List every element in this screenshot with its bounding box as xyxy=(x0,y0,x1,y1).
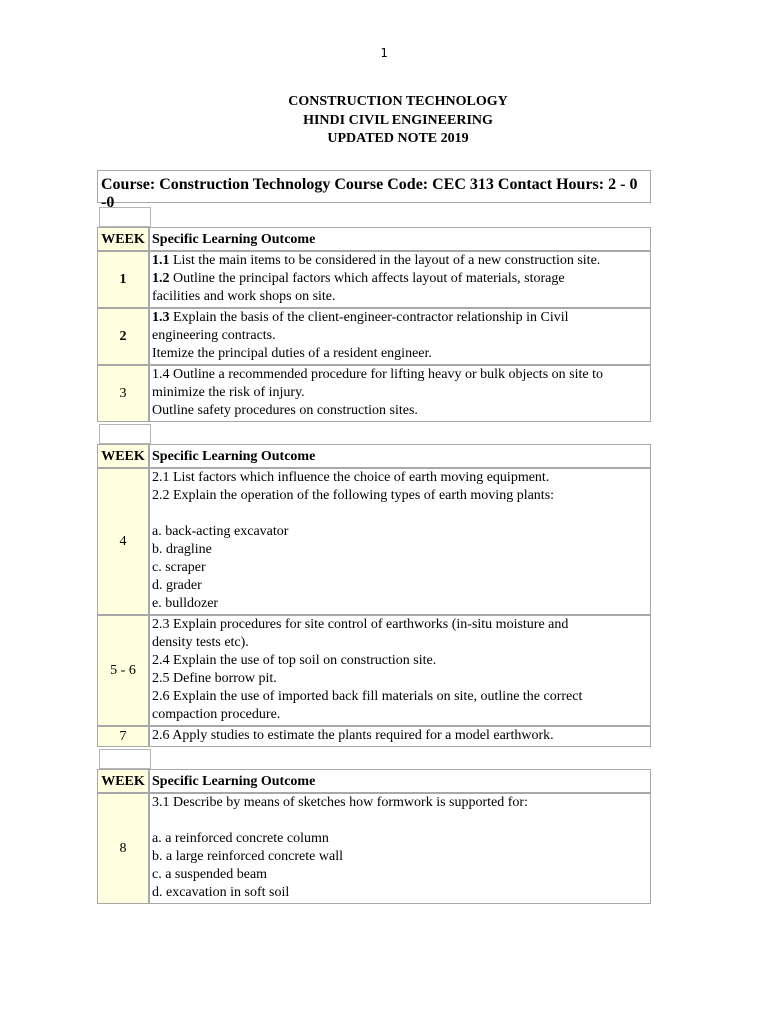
week-header: WEEK xyxy=(97,227,149,251)
outcome-text: 1.4 Outline a recommended procedure for lifting heavy or bulk objects on site to xyxy=(152,367,603,382)
week-number: 5 - 6 xyxy=(97,615,149,726)
outcome-line xyxy=(152,487,648,505)
outcome-header: Specific Learning Outcome xyxy=(149,769,651,793)
outcome-line xyxy=(152,706,648,724)
outcome-text: density tests etc). xyxy=(152,635,249,650)
outcome-text: d. grader xyxy=(152,578,202,593)
learning-outcome xyxy=(149,615,651,726)
week-row xyxy=(97,726,651,747)
spacer-row xyxy=(97,422,651,444)
outcome-text: a. a reinforced concrete column xyxy=(152,831,329,846)
outcome-text: 2.5 Define borrow pit. xyxy=(152,671,277,686)
course-info-row: Course: Construction Technology Course Code: CEC 313 Contact Hours: 2 - 0 -0 xyxy=(97,170,651,203)
week-header: WEEK xyxy=(97,444,149,468)
week-header: WEEK xyxy=(97,769,149,793)
outcome-line xyxy=(152,634,648,652)
week-number: 8 xyxy=(97,793,149,904)
outcome-line xyxy=(152,848,648,866)
outcome-text: 2.4 Explain the use of top soil on construction site. xyxy=(152,653,437,668)
outcome-line xyxy=(152,327,648,345)
outcome-line xyxy=(152,384,648,402)
outcome-line xyxy=(152,523,648,541)
week-header-row xyxy=(97,444,651,468)
outcome-line xyxy=(152,727,648,745)
empty-cell xyxy=(99,749,151,769)
outcome-line xyxy=(152,252,648,270)
outcome-line xyxy=(152,505,648,523)
outcome-text: 2.6 Explain the use of imported back fill materials on site, outline the correct xyxy=(152,689,583,704)
week-number: 3 xyxy=(97,365,149,422)
outcome-line xyxy=(152,270,648,288)
week-number: 2 xyxy=(97,308,149,365)
outcome-line xyxy=(152,541,648,559)
spacer-row xyxy=(97,747,651,769)
week-row xyxy=(97,468,651,615)
outcome-text: engineering contracts. xyxy=(152,328,276,343)
title-line-3: UPDATED NOTE 2019 xyxy=(327,131,469,146)
outcome-text: c. a suspended beam xyxy=(152,867,268,882)
outcome-header: Specific Learning Outcome xyxy=(149,227,651,251)
learning-outcome xyxy=(149,365,651,422)
outcome-number: 1.1 xyxy=(152,253,170,268)
outcome-text: Itemize the principal duties of a resident engineer. xyxy=(152,346,432,361)
outcome-line xyxy=(152,309,648,327)
outcome-text: 2.1 List factors which influence the choice of earth moving equipment. xyxy=(152,470,550,485)
week-header-row xyxy=(97,769,651,793)
week-number: 4 xyxy=(97,468,149,615)
title-line-1: CONSTRUCTION TECHNOLOGY xyxy=(288,94,508,109)
outcome-text: minimize the risk of injury. xyxy=(152,385,305,400)
outcome-line xyxy=(152,288,648,306)
week-row xyxy=(97,793,651,904)
outcome-line xyxy=(152,559,648,577)
outcome-line xyxy=(152,884,648,902)
learning-outcome xyxy=(149,726,651,747)
spacer-row xyxy=(97,205,651,227)
outcome-line xyxy=(152,652,648,670)
week-number: 1 xyxy=(97,251,149,308)
outcome-line xyxy=(152,830,648,848)
outcome-text: Explain the basis of the client-engineer-contractor relationship in Civil xyxy=(169,310,569,325)
outcome-text: compaction procedure. xyxy=(152,707,281,722)
outcome-text: List the main items to be considered in the layout of a new construction site. xyxy=(169,253,601,268)
learning-outcome xyxy=(149,308,651,365)
week-row xyxy=(97,308,651,365)
outcome-line xyxy=(152,577,648,595)
outcome-text: 2.3 Explain procedures for site control of earthworks (in-situ moisture and xyxy=(152,617,569,632)
outcome-text: b. dragline xyxy=(152,542,212,557)
week-header-row xyxy=(97,227,651,251)
outcome-line xyxy=(152,345,648,363)
outcome-text: b. a large reinforced concrete wall xyxy=(152,849,343,864)
outcome-line xyxy=(152,366,648,384)
outcome-line xyxy=(152,469,648,487)
syllabus-table xyxy=(97,170,651,904)
outcome-line xyxy=(152,616,648,634)
outcome-number: 1.2 xyxy=(152,271,170,286)
learning-outcome xyxy=(149,468,651,615)
outcome-text: a. back-acting excavator xyxy=(152,524,289,539)
week-row xyxy=(97,365,651,422)
outcome-text: Outline the principal factors which affects layout of materials, storage xyxy=(169,271,565,286)
outcome-text: 2.6 Apply studies to estimate the plants required for a model earthwork. xyxy=(152,728,554,743)
week-number: 7 xyxy=(97,726,149,747)
page-number: 1 xyxy=(380,46,388,60)
title-line-2: HINDI CIVIL ENGINEERING xyxy=(303,112,493,128)
outcome-text: e. bulldozer xyxy=(152,596,219,611)
outcome-text: facilities and work shops on site. xyxy=(152,289,336,304)
outcome-line xyxy=(152,866,648,884)
outcome-line xyxy=(152,402,648,420)
outcome-line xyxy=(152,688,648,706)
outcome-line xyxy=(152,595,648,613)
week-row xyxy=(97,251,651,308)
outcome-text: 2.2 Explain the operation of the following types of earth moving plants: xyxy=(152,488,555,503)
outcome-text: d. excavation in soft soil xyxy=(152,885,290,900)
outcome-number: 1.3 xyxy=(152,310,170,325)
empty-cell xyxy=(99,424,151,444)
outcome-line xyxy=(152,812,648,830)
outcome-line xyxy=(152,794,648,812)
outcome-text: c. scraper xyxy=(152,560,206,575)
week-row xyxy=(97,615,651,726)
outcome-text: Outline safety procedures on construction sites. xyxy=(152,403,418,418)
empty-cell xyxy=(99,207,151,227)
document-title xyxy=(0,93,768,149)
outcome-text: 3.1 Describe by means of sketches how formwork is supported for: xyxy=(152,795,528,810)
outcome-header: Specific Learning Outcome xyxy=(149,444,651,468)
learning-outcome xyxy=(149,793,651,904)
learning-outcome xyxy=(149,251,651,308)
outcome-line xyxy=(152,670,648,688)
